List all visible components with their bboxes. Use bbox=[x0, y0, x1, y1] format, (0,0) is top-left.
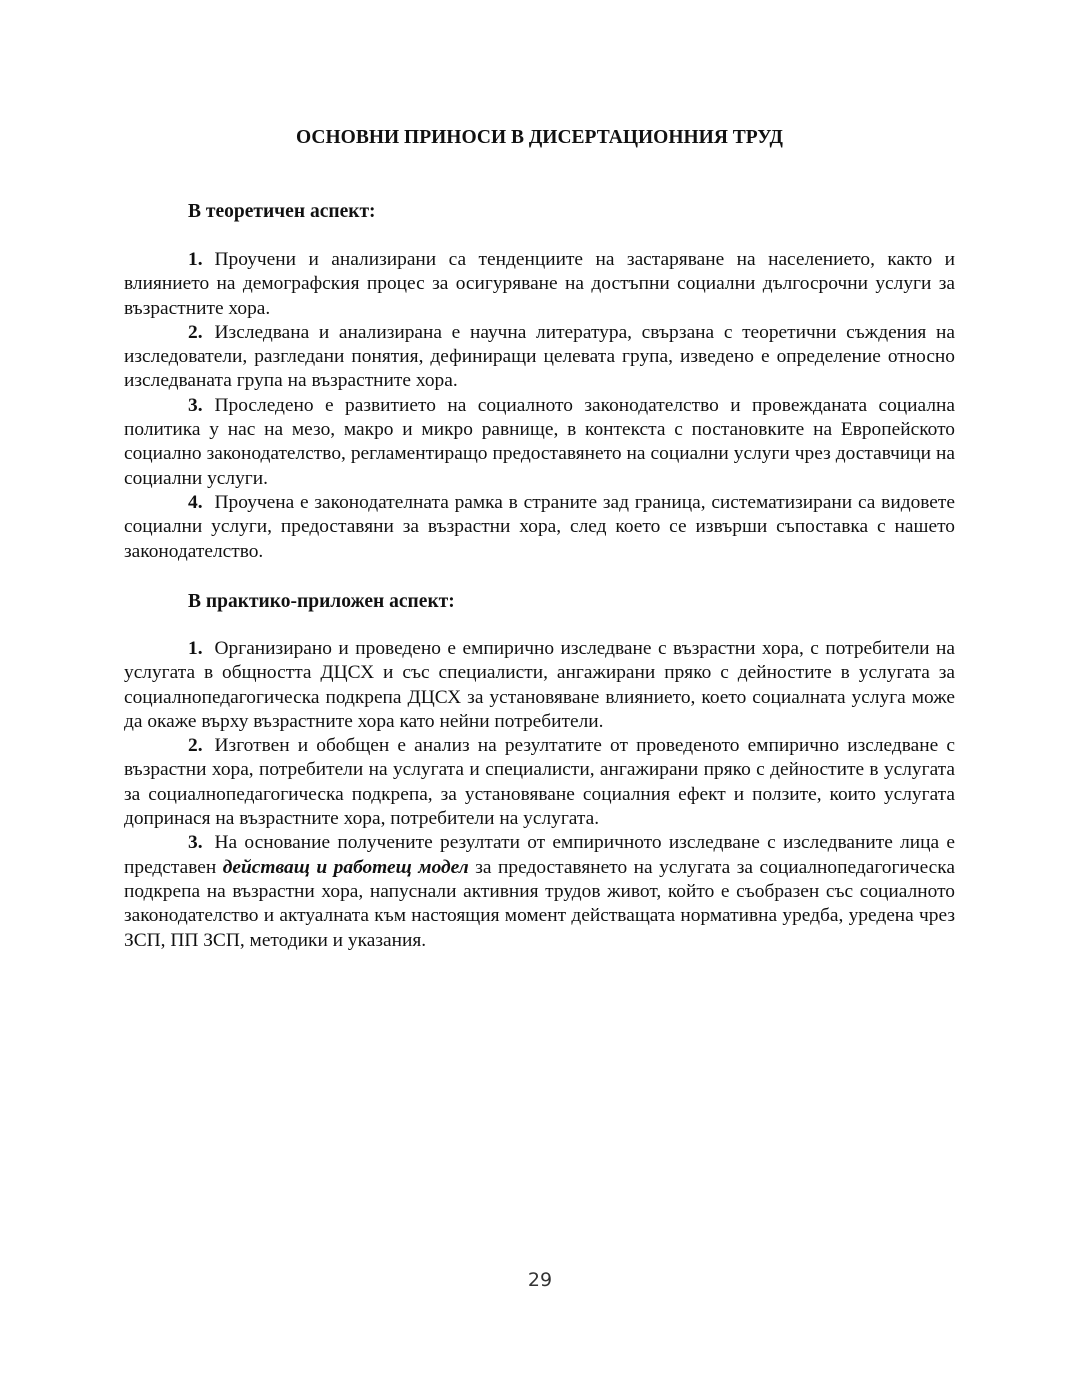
item-number: 2. bbox=[188, 735, 203, 757]
item-text: Проучена е законодателната рамка в страните зад граница, систематизирани са видовете социални услуги, предоставяни за възрастни хора, след което се извърши съпоставка с нашето законодателство. bbox=[124, 491, 955, 562]
theoretical-contributions-list bbox=[124, 248, 955, 564]
item-number: 1. bbox=[188, 249, 203, 270]
item-number: 3. bbox=[188, 394, 203, 416]
list-item bbox=[124, 248, 955, 321]
item-text-before: На основание получените резултати от емпиричното изследване с изследваните лица е представен bbox=[124, 832, 955, 878]
list-item bbox=[124, 491, 955, 564]
list-item bbox=[124, 394, 955, 491]
item-number: 3. bbox=[188, 832, 203, 854]
list-item bbox=[124, 321, 955, 394]
item-number: 2. bbox=[188, 321, 203, 343]
section-heading-theoretical: В теоретичен аспект: bbox=[188, 201, 376, 222]
item-number: 1. bbox=[188, 638, 203, 659]
item-text-after: за предоставянето на услугата за социалнопедагогическа подкрепа на възрастни хора, напуснали активния трудов живот, който е съобразен със социалното законодателство и актуалната към настоящия момент действащата нормативна уредба, уредена чрез ЗСП, ПП ЗСП, методики и указания. bbox=[124, 856, 955, 951]
item-text: Проучени и анализирани са тенденциите на застаряване на населението, както и влиянието на демографския процес за осигуряване на достъпни социални дългосрочни услуги за възрастните хора. bbox=[124, 249, 955, 319]
practical-contributions-list bbox=[124, 637, 955, 953]
item-text: Изготвен и обобщен е анализ на резултатите от проведеното емпирично изследване с възрастни хора, потребители на услугата и специалисти, ангажирани пряко с дейностите в услугата за социалнопедагогическа подкрепа, за установяване социалния ефект и ползите, които услугата допринася на възрастните хора, потребители на услугата. bbox=[124, 735, 955, 830]
list-item bbox=[124, 831, 955, 952]
item-text: Проследено е развитието на социалното законодателство и провежданата социална политика у нас на мезо, макро и микро равнище, в контекста с постановките на Европейското социално законодателство, регламентиращо предоставянето на социални услуги чрез доставчици на социални услуги. bbox=[124, 394, 955, 489]
item-text-emphasis: действащ и работещ модел bbox=[222, 856, 469, 878]
page-title: ОСНОВНИ ПРИНОСИ В ДИСЕРТАЦИОННИЯ ТРУД bbox=[296, 127, 783, 148]
page-number: 29 bbox=[527, 1269, 553, 1291]
list-item bbox=[124, 734, 955, 831]
item-number: 4. bbox=[188, 491, 203, 513]
item-text: Изследвана и анализирана е научна литература, свързана с теоретични съждения на изследователи, разгледани понятия, дефиниращи целевата група, изведено е определение относно изследваната група на възрастните хора. bbox=[124, 321, 955, 392]
item-text: Организирано и проведено е емпирично изследване с възрастни хора, с потребители на услугата в общността ДЦСХ и със специалисти, ангажирани пряко с дейностите в услугата за социалнопедагогическа подкрепа ДЦСХ за установяване влиянието, което социалната услуга може да окаже върху възрастните хора като нейни потребители. bbox=[124, 638, 955, 732]
section-heading-practical: В практико-приложен аспект: bbox=[188, 591, 455, 612]
list-item bbox=[124, 637, 955, 734]
